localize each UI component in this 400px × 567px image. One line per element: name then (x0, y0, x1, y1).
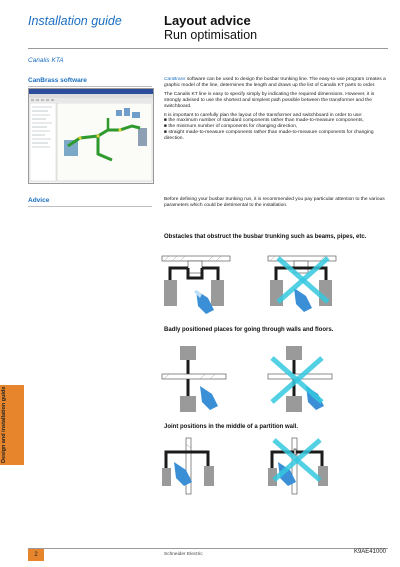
software-screenshot (28, 88, 154, 184)
footer-divider (28, 548, 388, 549)
figure-wall-crossing (160, 342, 360, 414)
page-number: 2 (28, 549, 44, 561)
section-tag: Canalis KTA (28, 57, 64, 64)
software-description (164, 77, 386, 142)
figure-2-title: Badly positioned places for going through walls and floors. (164, 327, 334, 333)
software-section-label: CanBrass software (28, 77, 87, 84)
figure-1-title: Obstacles that obstruct the busbar trunking such as beams, pipes, etc. (164, 234, 367, 240)
side-tab-label: Design and installation guide (1, 386, 7, 464)
figure-partition-joint (160, 434, 360, 496)
page-subtitle: Run optimisation (164, 28, 258, 42)
advice-label-rule (28, 206, 152, 207)
header-divider (28, 48, 388, 49)
advice-section-label: Advice (28, 197, 50, 204)
header-guide-title: Installation guide (28, 14, 122, 28)
software-para-2: The Canalis KT line is easy to specify simply by indicating the required dimensions. However, it is strongly advised to use the shortest and simplest path possible between the transformer and the switchboard. (164, 91, 375, 109)
software-para-1: software can be used to design the busbar trunking line. The easy-to-use program creates a graphic model of the line, determines the length and draws up the list of Canalis KT parts to order. (164, 77, 386, 88)
side-chapter-tab[interactable] (0, 385, 24, 465)
page-title: Layout advice (164, 13, 251, 28)
advice-text: Before defining your busbar trunking run, it is recommended you pay particular attention to the various parameters which could be detrimental to the installation. (164, 197, 385, 208)
software-para-3: It is important to carefully plan the layout of the transformer and switchboard in order to use: (164, 112, 363, 118)
software-bullet: ■ the maximum number of standard components rather than made-to-measure components, (164, 118, 364, 124)
footer-doc-code: K9AE41000 (353, 549, 386, 555)
figure-3-title: Joint positions in the middle of a partition wall. (164, 424, 299, 430)
software-bullet: ■ the minimum number of components for changing direction, (164, 124, 298, 130)
software-brand-name: CanBrass (164, 77, 186, 82)
software-bullet: ■ straight made-to-measure components rather than made-to-measure components for changing direction. (164, 130, 374, 142)
footer-brand: Schneider Electric (164, 552, 203, 557)
software-label-rule (28, 86, 152, 87)
figure-beam-obstacle (160, 252, 360, 318)
